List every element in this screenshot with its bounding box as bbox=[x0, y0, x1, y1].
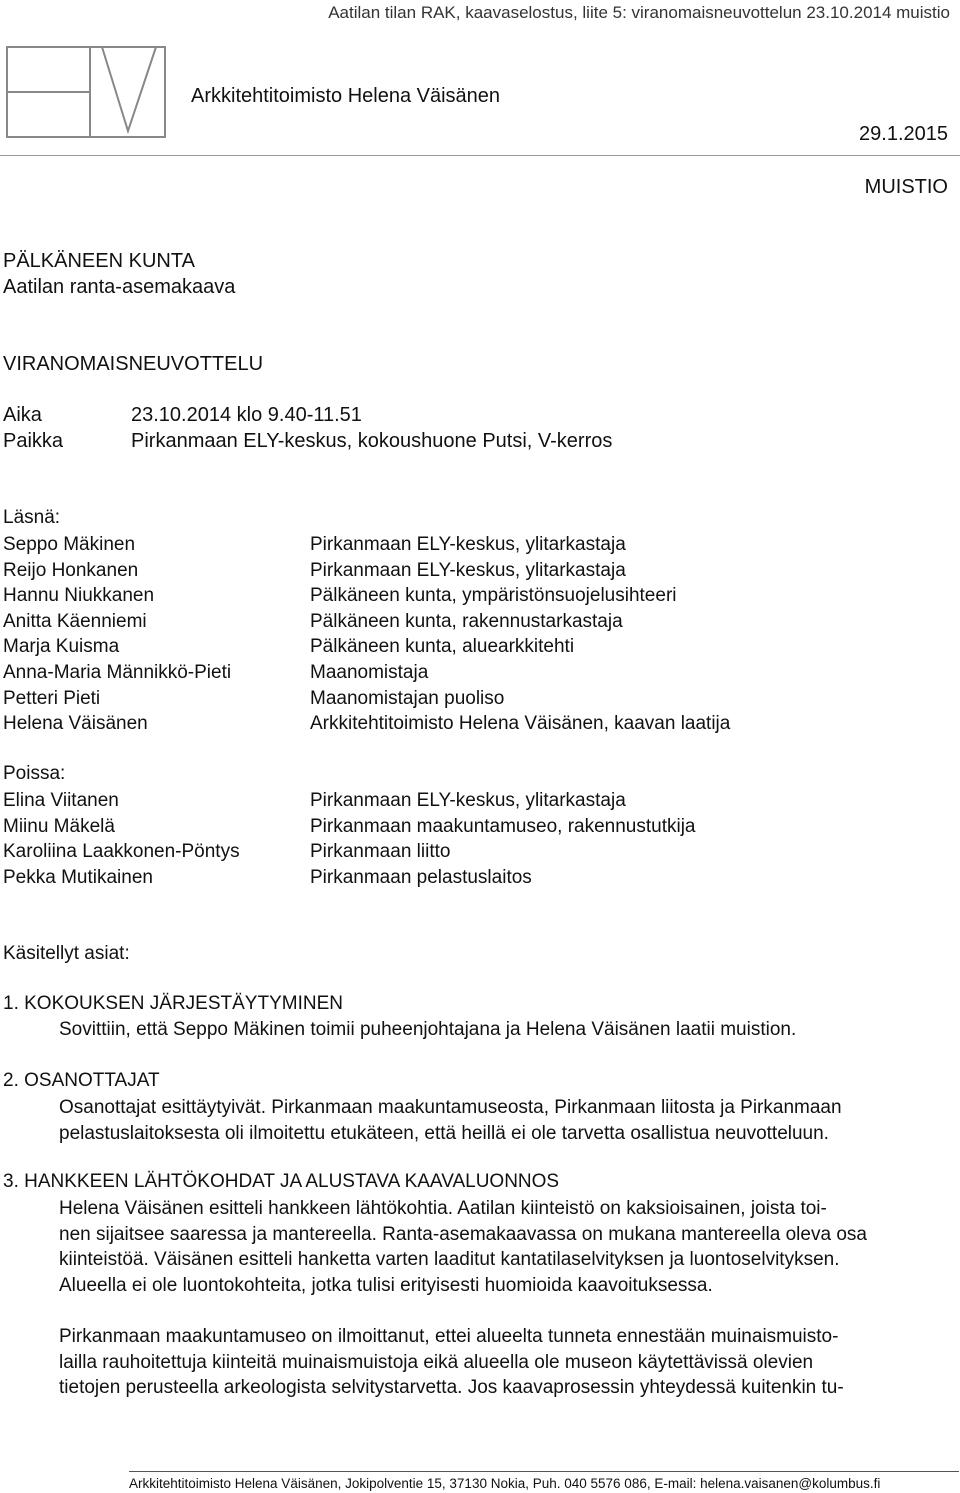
present-names bbox=[3, 532, 231, 737]
time-label: Aika bbox=[3, 404, 42, 426]
absent-role: Pirkanmaan pelastuslaitos bbox=[310, 866, 532, 888]
absent-names bbox=[3, 788, 240, 890]
present-role: Maanomistaja bbox=[310, 661, 429, 683]
present-role: Pirkanmaan ELY-keskus, ylitarkastaja bbox=[310, 559, 626, 581]
absent-roles bbox=[310, 788, 695, 890]
document-date: 29.1.2015 bbox=[859, 123, 948, 145]
topics-label: Käsitellyt asiat: bbox=[3, 943, 130, 964]
section-3-body bbox=[59, 1196, 949, 1298]
absent-name: Elina Viitanen bbox=[3, 790, 119, 811]
present-name: Seppo Mäkinen bbox=[3, 534, 136, 555]
body-line: Helena Väisänen esitteli hankkeen lähtökohtia. Aatilan kiinteistö on kaksioisainen, joista toi- bbox=[59, 1198, 827, 1219]
present-label: Läsnä: bbox=[3, 507, 61, 528]
place-label: Paikka bbox=[3, 430, 64, 452]
section-1-heading: 1. KOKOUKSEN JÄRJESTÄYTYMINEN bbox=[3, 993, 343, 1014]
present-roles bbox=[310, 532, 730, 737]
header-divider bbox=[0, 155, 960, 156]
footer-divider bbox=[129, 1471, 959, 1472]
body-line: Osanottajat esittäytyivät. Pirkanmaan maakuntamuseosta, Pirkanmaan liitosta ja Pirkanmaan bbox=[59, 1097, 842, 1118]
body-line: lailla rauhoitettuja kiinteitä muinaismuistoja eikä alueella ole museon käytettävissä olevien bbox=[59, 1351, 814, 1373]
absent-name: Pekka Mutikainen bbox=[3, 866, 153, 888]
absent-role: Pirkanmaan maakuntamuseo, rakennustutkija bbox=[310, 815, 696, 837]
section-2-body bbox=[59, 1095, 949, 1146]
municipality-title: PÄLKÄNEEN KUNTA bbox=[3, 250, 195, 272]
present-name: Helena Väisänen bbox=[3, 713, 148, 735]
body-line: nen sijaitsee saaressa ja mantereella. Ranta-asemakaavassa on mukana mantereella oleva osa bbox=[59, 1223, 867, 1245]
present-role: Maanomistajan puoliso bbox=[310, 687, 505, 709]
absent-name: Karoliina Laakkonen-Pöntys bbox=[3, 841, 240, 863]
top-note: Aatilan tilan RAK, kaavaselostus, liite 5: viranomaisneuvottelun 23.10.2014 muistio bbox=[328, 3, 950, 22]
present-name: Petteri Pieti bbox=[3, 687, 101, 709]
present-role: Arkkitehtitoimisto Helena Väisänen, kaavan laatija bbox=[310, 713, 731, 735]
present-role: Pälkäneen kunta, aluearkkitehti bbox=[310, 636, 575, 658]
body-line: Alueella ei ole luontokohteita, jotka tulisi erityisesti huomioida kaavoituksessa. bbox=[59, 1274, 713, 1296]
body-line: tietojen perusteella arkeologista selvitystarvetta. Jos kaavaprosessin yhteydessä kuitenkin tu- bbox=[59, 1377, 844, 1399]
present-name: Reijo Honkanen bbox=[3, 559, 139, 581]
project-title: Aatilan ranta-asemakaava bbox=[3, 276, 236, 298]
section-3-body-continued bbox=[59, 1324, 949, 1401]
present-name: Hannu Niukkanen bbox=[3, 585, 155, 607]
absent-name: Miinu Mäkelä bbox=[3, 815, 115, 837]
section-1-body bbox=[59, 1017, 949, 1043]
present-name: Anitta Käenniemi bbox=[3, 610, 147, 632]
present-role: Pirkanmaan ELY-keskus, ylitarkastaja bbox=[310, 534, 626, 555]
present-role: Pälkäneen kunta, rakennustarkastaja bbox=[310, 610, 623, 632]
body-line: pelastuslaitoksesta oli ilmoitettu etukäteen, että heillä ei ole tarvetta osallistua neuvotteluun. bbox=[59, 1122, 829, 1144]
place-value: Pirkanmaan ELY-keskus, kokoushuone Putsi, V-kerros bbox=[131, 430, 613, 452]
absent-role: Pirkanmaan liitto bbox=[310, 841, 451, 863]
present-name: Marja Kuisma bbox=[3, 636, 120, 658]
present-role: Pälkäneen kunta, ympäristönsuojelusihteeri bbox=[310, 585, 677, 607]
company-logo bbox=[6, 46, 166, 138]
section-2-heading: 2. OSANOTTAJAT bbox=[3, 1070, 160, 1091]
body-line: kiinteistöä. Väisänen esitteli hanketta varten laaditut kantatilaselvityksen ja luontoselvityksen. bbox=[59, 1249, 840, 1271]
document-type: MUISTIO bbox=[864, 176, 948, 198]
present-name: Anna-Maria Männikkö-Pieti bbox=[3, 661, 232, 683]
time-value: 23.10.2014 klo 9.40-11.51 bbox=[131, 404, 362, 426]
footer-contact: Arkkitehtitoimisto Helena Väisänen, Jokipolventie 15, 37130 Nokia, Puh. 040 5576 086, E-mail: helena.vaisanen@kolumbus.fi bbox=[129, 1476, 881, 1491]
section-3-heading: 3. HANKKEEN LÄHTÖKOHDAT JA ALUSTAVA KAAVALUONNOS bbox=[3, 1171, 560, 1192]
absent-role: Pirkanmaan ELY-keskus, ylitarkastaja bbox=[310, 790, 626, 811]
absent-label: Poissa: bbox=[3, 763, 66, 784]
meeting-title: VIRANOMAISNEUVOTTELU bbox=[3, 353, 264, 375]
body-line: Pirkanmaan maakuntamuseo on ilmoittanut, ettei alueelta tunneta ennestään muinaismuisto- bbox=[59, 1326, 839, 1347]
body-line: Sovittiin, että Seppo Mäkinen toimii puheenjohtajana ja Helena Väisänen laatii muistion. bbox=[59, 1019, 797, 1040]
firm-name: Arkkitehtitoimisto Helena Väisänen bbox=[191, 85, 501, 107]
